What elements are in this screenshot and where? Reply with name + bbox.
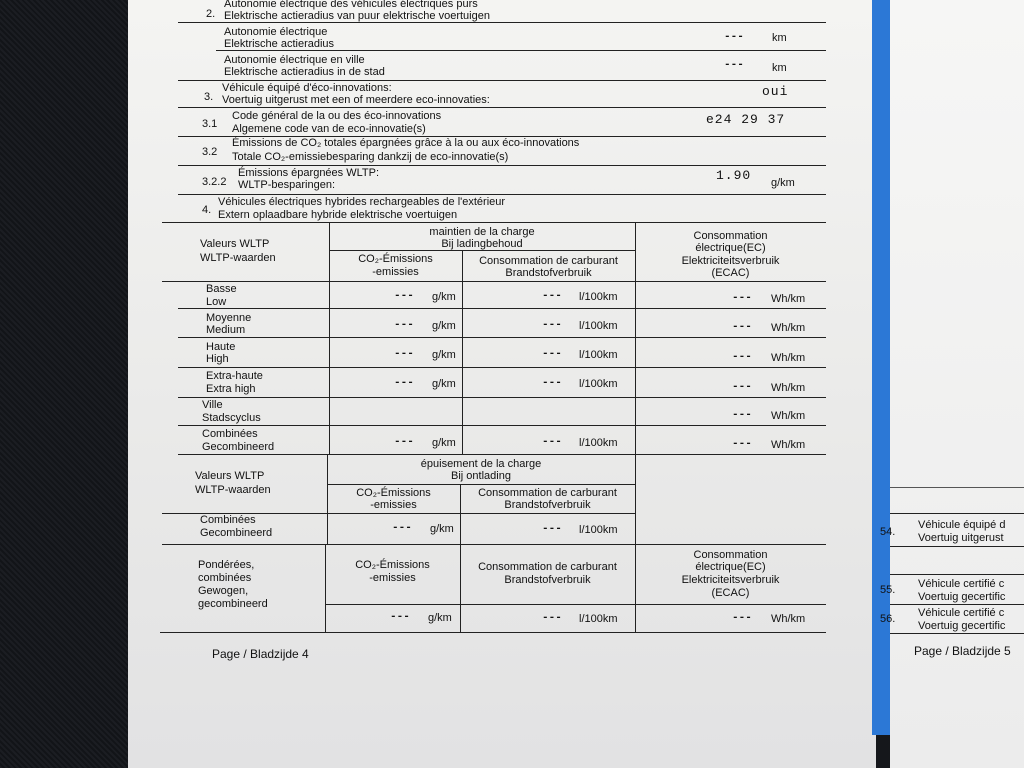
cs-group-label-fr: maintien de la charge	[429, 226, 535, 238]
wc-co2-value: ---	[390, 611, 410, 623]
co2-savings-label-fr: Émissions de CO₂ totales épargnées grâce à la ou aux éco-innovations	[232, 137, 580, 149]
cs-row-label-fr: Haute	[206, 341, 236, 353]
cs-fuel-value: ---	[542, 319, 562, 331]
wltp-savings-label-nl: WLTP-besparingen:	[238, 179, 336, 191]
cs-ec-value: ---	[732, 351, 752, 363]
cs-co2-value: ---	[394, 290, 414, 302]
section-3-2-number: 3.2	[202, 146, 218, 158]
eco-code-label-fr: Code général de la ou des éco-innovations	[232, 110, 442, 122]
item-55-number: 55.	[880, 584, 896, 596]
cd-co2-value: ---	[392, 522, 412, 534]
wc-co2-header-l2: -emissies	[369, 572, 416, 584]
wc-ec-header-l2: électrique(EC)	[695, 561, 766, 573]
cd-group-label-nl: Bij ontlading	[451, 470, 511, 482]
cs-ec-value: ---	[732, 292, 752, 304]
cs-row-label-fr: Basse	[206, 283, 237, 295]
wc-fuel-unit: l/100km	[579, 613, 618, 625]
rule	[178, 194, 826, 195]
rule	[178, 165, 826, 166]
cs-row-label-nl: Gecombineerd	[202, 441, 275, 453]
rule	[890, 574, 1024, 575]
cd-row-label-nl: Gecombineerd	[200, 527, 273, 539]
cs-ec-value: ---	[732, 438, 752, 450]
wc-ec-value: ---	[732, 612, 752, 624]
cd-co2-header-l1: CO₂-Émissions	[356, 487, 431, 499]
section-2-label-fr: Autonomie électrique des véhicules électriques purs	[224, 0, 478, 10]
cs-fuel-value: ---	[542, 290, 562, 302]
cs-fuel-unit: l/100km	[579, 378, 618, 390]
cd-co2-unit: g/km	[430, 523, 454, 535]
cs-row-label-fr: Extra-haute	[206, 370, 263, 382]
rule	[162, 281, 826, 282]
cd-group-label-fr: épuisement de la charge	[420, 458, 542, 470]
cs-fuel-unit: l/100km	[579, 320, 618, 332]
cs-ec-header-l2: électrique(EC)	[695, 242, 766, 254]
city-range-unit: km	[772, 62, 787, 74]
wltp-savings-value: 1.90	[716, 168, 752, 183]
wltp-savings-label-fr: Émissions épargnées WLTP:	[238, 167, 380, 179]
wltp-savings-unit: g/km	[771, 177, 795, 189]
cd-fuel-unit: l/100km	[579, 524, 618, 536]
cs-fuel-header-l2: Brandstofverbruik	[505, 267, 592, 279]
page-5-footer: Page / Bladzijde 5	[914, 644, 1011, 658]
cs-ec-header-l3: Elektriciteitsverbruik	[681, 255, 780, 267]
range-label-fr: Autonomie électrique	[224, 26, 328, 38]
wc-label-l1: Pondérées,	[198, 559, 255, 571]
section-2-label-nl: Elektrische actieradius van puur elektrische voertuigen	[224, 10, 490, 22]
city-range-value: ---	[724, 59, 744, 71]
cs-row-label-nl: Stadscyclus	[202, 412, 261, 424]
wc-ec-header-l4: (ECAC)	[711, 587, 750, 599]
cs-fuel-value: ---	[542, 436, 562, 448]
cd-wltp-label-nl: WLTP-waarden	[195, 484, 271, 496]
item-54-label-fr: Véhicule équipé d	[918, 519, 1006, 531]
cs-ec-unit: Wh/km	[771, 439, 806, 451]
rule	[890, 513, 1024, 514]
cs-ec-header-l4: (ECAC)	[711, 267, 750, 279]
cs-wltp-label-fr: Valeurs WLTP	[200, 238, 270, 250]
rule	[178, 454, 826, 455]
cs-row-label-nl: High	[206, 353, 229, 365]
cs-co2-value: ---	[394, 348, 414, 360]
cs-co2-value: ---	[394, 436, 414, 448]
rule	[890, 546, 1024, 547]
cs-row-label-nl: Extra high	[206, 383, 256, 395]
eco-innovation-label-fr: Véhicule équipé d'éco-innovations:	[222, 82, 392, 94]
wc-ec-header-l3: Elektriciteitsverbruik	[681, 574, 780, 586]
cs-ec-value: ---	[732, 409, 752, 421]
cs-ec-unit: Wh/km	[771, 352, 806, 364]
rule	[160, 632, 826, 633]
city-range-label-fr: Autonomie électrique en ville	[224, 54, 365, 66]
cs-fuel-value: ---	[542, 348, 562, 360]
wc-fuel-header-l2: Brandstofverbruik	[504, 574, 591, 586]
cs-ec-unit: Wh/km	[771, 322, 806, 334]
cs-co2-unit: g/km	[432, 349, 456, 361]
cd-fuel-header-l1: Consommation de carburant	[478, 487, 617, 499]
eco-innovation-value: oui	[762, 84, 789, 99]
cd-fuel-value: ---	[542, 523, 562, 535]
rule	[329, 250, 635, 251]
cs-co2-header-l1: CO₂-Émissions	[358, 253, 433, 265]
wc-label-l2: combinées	[198, 572, 252, 584]
cs-co2-value: ---	[394, 377, 414, 389]
cs-ec-unit: Wh/km	[771, 293, 806, 305]
item-56-label-fr: Véhicule certifié c	[918, 607, 1005, 619]
eco-code-label-nl: Algemene code van de eco-innovatie(s)	[232, 123, 426, 135]
co2-savings-label-nl: Totale CO₂-emissiebesparing dankzij de eco-innovatie(s)	[232, 151, 509, 163]
rule	[178, 367, 826, 368]
wc-label-l3: Gewogen,	[198, 585, 249, 597]
item-56-label-nl: Voertuig gecertific	[918, 620, 1006, 632]
cs-row-label-fr: Combinées	[202, 428, 258, 440]
wc-ec-header-l1: Consommation	[693, 549, 768, 561]
item-54-label-nl: Voertuig uitgerust	[918, 532, 1004, 544]
cd-co2-header-l2: -emissies	[370, 499, 417, 511]
cs-row-label-nl: Low	[206, 296, 227, 308]
rule	[890, 633, 1024, 634]
cs-fuel-unit: l/100km	[579, 291, 618, 303]
section-3-2-2-number: 3.2.2	[202, 176, 227, 188]
section-3-number: 3.	[204, 91, 214, 103]
cs-ec-unit: Wh/km	[771, 410, 806, 422]
item-55-label-nl: Voertuig gecertific	[918, 591, 1006, 603]
rule	[178, 80, 826, 81]
city-range-label-nl: Elektrische actieradius in de stad	[224, 66, 385, 78]
cs-fuel-unit: l/100km	[579, 349, 618, 361]
cd-wltp-label-fr: Valeurs WLTP	[195, 470, 265, 482]
cs-co2-header-l2: -emissies	[372, 266, 419, 278]
rule	[327, 484, 635, 485]
rule	[216, 50, 826, 51]
cs-wltp-label-nl: WLTP-waarden	[200, 252, 276, 264]
rule	[178, 337, 826, 338]
cd-row-label-fr: Combinées	[200, 514, 256, 526]
cs-co2-unit: g/km	[432, 320, 456, 332]
rule	[178, 22, 826, 23]
grid-line	[460, 544, 461, 633]
rule	[178, 107, 826, 108]
section-4-number: 4.	[202, 204, 212, 216]
range-unit: km	[772, 32, 787, 44]
range-value: ---	[724, 31, 744, 43]
document-page-5-partial	[880, 0, 1024, 768]
rule	[890, 487, 1024, 488]
cs-row-label-fr: Ville	[202, 399, 223, 411]
item-54-number: 54.	[880, 526, 896, 538]
document-page-4	[128, 0, 876, 768]
eco-code-value: e24 29 37	[706, 112, 786, 127]
grid-line	[325, 544, 326, 633]
cs-fuel-header-l1: Consommation de carburant	[479, 255, 618, 267]
wc-fuel-value: ---	[542, 612, 562, 624]
cs-ec-value: ---	[732, 381, 752, 393]
item-56-number: 56.	[880, 613, 896, 625]
cs-fuel-value: ---	[542, 377, 562, 389]
rule	[178, 425, 826, 426]
wc-co2-header-l1: CO₂-Émissions	[355, 559, 430, 571]
phev-label-fr: Véhicules électriques hybrides rechargeables de l'extérieur	[218, 196, 506, 208]
cs-row-label-fr: Moyenne	[206, 312, 252, 324]
section-2-number: 2.	[206, 8, 216, 20]
cd-fuel-header-l2: Brandstofverbruik	[504, 499, 591, 511]
cs-co2-unit: g/km	[432, 291, 456, 303]
cs-row-label-nl: Medium	[206, 324, 246, 336]
eco-innovation-label-nl: Voertuig uitgerust met een of meerdere eco-innovaties:	[222, 94, 490, 106]
wc-fuel-header-l1: Consommation de carburant	[478, 561, 617, 573]
item-55-label-fr: Véhicule certifié c	[918, 578, 1005, 590]
cs-group-label-nl: Bij ladingbehoud	[441, 238, 523, 250]
rule	[325, 604, 826, 605]
cs-fuel-unit: l/100km	[579, 437, 618, 449]
range-label-nl: Elektrische actieradius	[224, 38, 335, 50]
rule	[178, 308, 826, 309]
rule	[162, 544, 826, 545]
cs-ec-unit: Wh/km	[771, 382, 806, 394]
rule	[162, 222, 826, 223]
page-footer: Page / Bladzijde 4	[212, 647, 309, 661]
grid-line	[635, 454, 636, 544]
section-3-1-number: 3.1	[202, 118, 218, 130]
rule	[178, 397, 826, 398]
phev-label-nl: Extern oplaadbare hybride elektrische voertuigen	[218, 209, 458, 221]
wc-co2-unit: g/km	[428, 612, 452, 624]
cs-ec-value: ---	[732, 321, 752, 333]
dark-fabric-background	[0, 0, 140, 768]
rule	[890, 604, 1024, 605]
wc-label-l4: gecombineerd	[198, 598, 268, 610]
cs-ec-header-l1: Consommation	[693, 230, 768, 242]
cs-co2-unit: g/km	[432, 378, 456, 390]
cs-co2-value: ---	[394, 319, 414, 331]
cs-co2-unit: g/km	[432, 437, 456, 449]
wc-ec-unit: Wh/km	[771, 613, 806, 625]
